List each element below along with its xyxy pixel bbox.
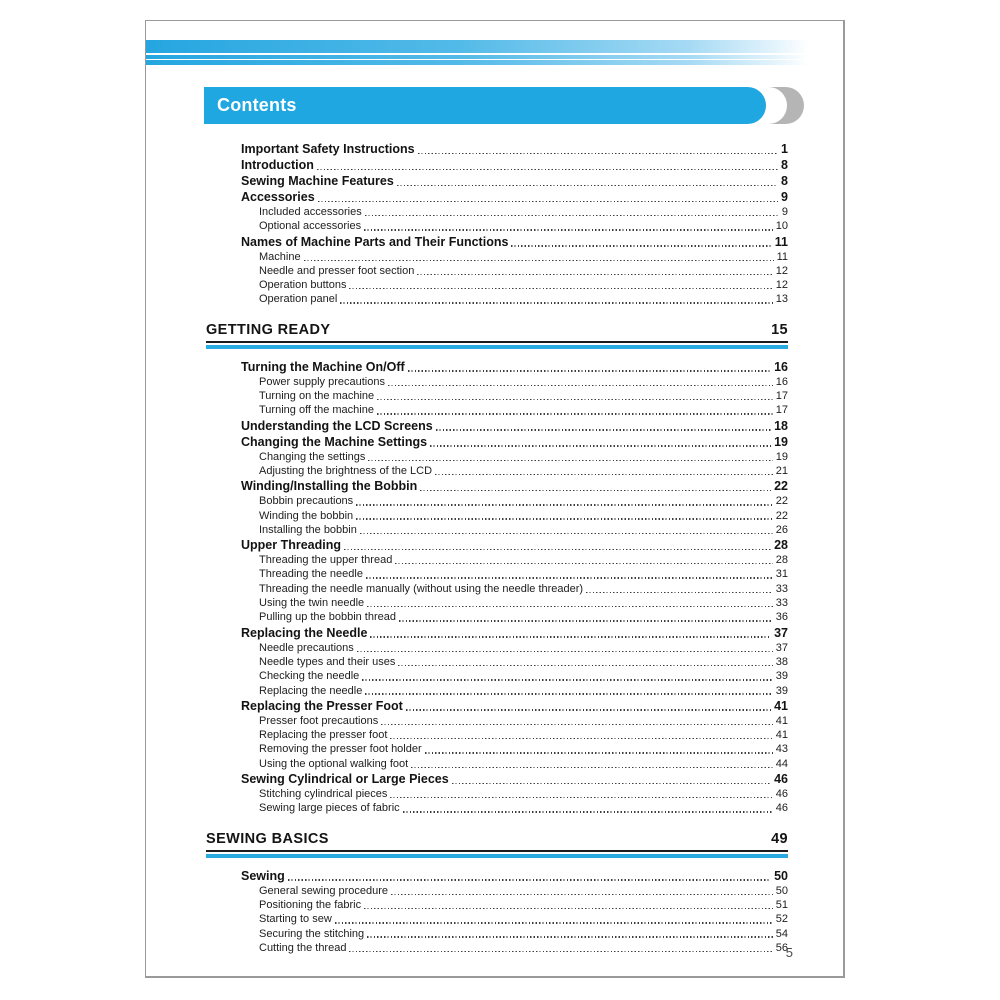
toc-entry-label: Operation buttons: [259, 279, 347, 292]
dot-leader: [340, 302, 772, 303]
toc-entry: [206, 787, 788, 801]
toc-entry-label: Upper Threading: [241, 538, 342, 553]
dot-leader: [425, 752, 773, 753]
section-rule-dark: [206, 341, 788, 343]
toc-entry-page: 12: [775, 279, 788, 292]
toc-entry-page: 11: [774, 234, 788, 249]
dot-leader: [388, 385, 773, 386]
dot-leader: [317, 169, 778, 170]
toc-entry-page: 17: [775, 404, 788, 417]
toc-entry: [206, 434, 788, 450]
dot-leader: [288, 879, 771, 880]
dot-leader: [408, 370, 771, 371]
dot-leader: [377, 399, 773, 400]
toc-entry-page: 28: [774, 538, 788, 553]
toc-entry: [206, 625, 788, 641]
toc-entry-label: Threading the needle manually (without using the needle threader): [259, 582, 584, 595]
toc-entry-page: 46: [774, 772, 788, 787]
toc-entry: [206, 941, 788, 955]
toc-entry-label: Threading the needle: [259, 568, 363, 581]
banner-blue-shape: [204, 87, 766, 124]
toc-entry: [206, 610, 788, 624]
toc-entry-page: 16: [775, 375, 788, 388]
toc-entry-page: 21: [775, 464, 788, 477]
toc-entry-label: Changing the settings: [259, 450, 366, 463]
toc-entry-label: Operation panel: [259, 293, 338, 306]
dot-leader: [364, 229, 773, 230]
toc-entry: [206, 205, 788, 219]
toc-entry-label: Installing the bobbin: [259, 523, 357, 536]
toc-entry-label: Optional accessories: [259, 220, 362, 233]
toc-entry-page: 13: [775, 293, 788, 306]
toc-entry: [206, 418, 788, 434]
toc-entry-label: Removing the presser foot holder: [259, 743, 422, 756]
toc-entry: [206, 641, 788, 655]
toc-entry: [206, 596, 788, 610]
toc-entry: [206, 189, 788, 205]
toc-entry-page: 52: [775, 913, 788, 926]
toc-entry-label: Machine: [259, 250, 301, 263]
toc-entry-label: Turning the Machine On/Off: [241, 359, 405, 374]
toc-entry-label: General sewing procedure: [259, 884, 389, 897]
toc-entry-label: Replacing the Needle: [241, 625, 368, 640]
toc-entry: [206, 868, 788, 884]
toc-entry: [206, 250, 788, 264]
toc-entry-label: Winding the bobbin: [259, 509, 354, 522]
dot-leader: [349, 288, 772, 289]
toc-entry-label: Power supply precautions: [259, 375, 385, 388]
toc-entry-page: 12: [775, 264, 788, 277]
toc-section-row: [206, 831, 788, 850]
dot-leader: [391, 894, 773, 895]
dot-leader: [435, 474, 773, 475]
toc-entry-page: 26: [775, 523, 788, 536]
toc-entry-label: Presser foot precautions: [259, 714, 379, 727]
toc-entry: [206, 537, 788, 553]
dot-leader: [390, 797, 772, 798]
toc-entry: [206, 278, 788, 292]
toc-entry-label: Included accessories: [259, 206, 362, 218]
toc-entry: [206, 884, 788, 898]
toc-entry: [206, 389, 788, 403]
manual-page: [145, 20, 845, 978]
toc-entry-label: Stitching cylindrical pieces: [259, 788, 388, 801]
toc-entry: [206, 478, 788, 494]
toc-entry: [206, 567, 788, 581]
toc-entry-page: 39: [775, 684, 788, 697]
toc-entry-page: 18: [774, 418, 788, 433]
toc-section-row: [206, 322, 788, 341]
dot-leader: [360, 533, 773, 534]
footer-page-number: 5: [785, 945, 793, 960]
toc-entry: [206, 292, 788, 306]
toc-entry-page: 54: [775, 927, 788, 940]
toc-entry-page: 46: [775, 788, 788, 801]
toc-entry: [206, 141, 788, 157]
dot-leader: [377, 413, 773, 414]
dot-leader: [395, 563, 772, 564]
toc-entry-label: Sewing Cylindrical or Large Pieces: [241, 772, 449, 787]
toc-entry-page: 43: [775, 743, 788, 756]
toc-entry-page: 44: [775, 757, 788, 770]
dot-leader: [335, 922, 773, 923]
toc-entry: [206, 582, 788, 596]
toc-entry: [206, 234, 788, 250]
dot-leader: [357, 651, 773, 652]
toc-entry-label: Adjusting the brightness of the LCD: [259, 464, 433, 477]
toc-entry: [206, 173, 788, 189]
toc-entry-label: Winding/Installing the Bobbin: [241, 479, 418, 494]
toc-entry: [206, 264, 788, 278]
dot-leader: [356, 504, 773, 505]
toc-entry-page: 19: [775, 450, 788, 463]
toc-entry: [206, 927, 788, 941]
toc-entry-page: 41: [775, 714, 788, 727]
toc-entry: [206, 450, 788, 464]
toc-entry-page: 9: [781, 206, 788, 218]
toc-entry-page: 51: [775, 898, 788, 911]
section-rule-blue: [206, 345, 788, 349]
dot-leader: [349, 951, 772, 952]
dot-leader: [390, 738, 772, 739]
section-rule-blue: [206, 854, 788, 858]
toc-entry-label: Turning on the machine: [259, 390, 375, 403]
dot-leader: [397, 185, 778, 186]
header-gradient-bar: [146, 40, 843, 65]
section-page-number: 49: [771, 830, 788, 847]
toc-entry-page: 10: [775, 220, 788, 233]
toc-entry: [206, 523, 788, 537]
toc-entry-label: Pulling up the bobbin thread: [259, 611, 396, 624]
toc-entry-page: 22: [775, 509, 788, 522]
section-page-number: 15: [771, 321, 788, 338]
toc-entry: [206, 714, 788, 728]
toc-entry-label: Needle and presser foot section: [259, 264, 415, 277]
toc-entry-page: 1: [781, 142, 788, 156]
toc-entry-page: 22: [774, 479, 788, 494]
dot-leader: [418, 153, 778, 154]
toc-entry-label: Starting to sew: [259, 913, 332, 926]
toc-entry-label: Names of Machine Parts and Their Functions: [241, 234, 509, 249]
dot-leader: [403, 811, 773, 812]
toc-entry: [206, 742, 788, 756]
dot-leader: [586, 592, 773, 593]
toc-entry-label: Replacing the needle: [259, 684, 363, 697]
toc-entry-label: Checking the needle: [259, 670, 360, 683]
toc-entry: [206, 219, 788, 233]
dot-leader: [365, 215, 779, 216]
dot-leader: [370, 636, 771, 637]
dot-leader: [304, 260, 774, 261]
toc-entry-label: Introduction: [241, 158, 314, 172]
toc-entry: [206, 757, 788, 771]
toc-entry-page: 16: [774, 359, 788, 374]
toc-entry-label: Replacing the presser foot: [259, 729, 388, 742]
toc-entry-page: 56: [775, 941, 788, 954]
toc-entry-page: 41: [775, 729, 788, 742]
dot-leader: [436, 429, 771, 430]
toc-entry-page: 11: [776, 250, 788, 263]
dot-leader: [362, 679, 772, 680]
contents-banner: [204, 87, 846, 124]
toc-entry-label: Important Safety Instructions: [241, 142, 415, 156]
toc-section-header: [206, 322, 788, 349]
toc-entry: [206, 898, 788, 912]
toc-entry: [206, 912, 788, 926]
dot-leader: [366, 577, 773, 578]
toc-entry-label: Needle precautions: [259, 641, 354, 654]
toc-section-header: [206, 831, 788, 858]
toc-entry-label: Accessories: [241, 190, 315, 204]
toc-entry: [206, 375, 788, 389]
toc-entry-label: Replacing the Presser Foot: [241, 698, 403, 713]
dot-leader: [381, 724, 773, 725]
toc-entry: [206, 359, 788, 375]
toc-entry-label: Using the twin needle: [259, 597, 365, 610]
toc-entry-label: Bobbin precautions: [259, 495, 354, 508]
toc-entry-page: 37: [774, 625, 788, 640]
toc-entry-page: 28: [775, 554, 788, 567]
toc-entry-page: 33: [775, 597, 788, 610]
dot-leader: [420, 490, 771, 491]
page-title: Contents: [217, 95, 297, 115]
toc-entry-label: Sewing: [241, 868, 285, 883]
toc-entry-page: 41: [774, 698, 788, 713]
section-title: GETTING READY: [206, 321, 331, 338]
toc-entry: [206, 801, 788, 815]
toc-entry: [206, 655, 788, 669]
dot-leader: [356, 518, 773, 519]
dot-leader: [344, 549, 771, 550]
toc-entry-page: 8: [781, 158, 788, 172]
toc-entry-label: Sewing Machine Features: [241, 174, 394, 188]
toc-entry-page: 37: [775, 641, 788, 654]
toc-entry-page: 31: [775, 568, 788, 581]
toc-entry: [206, 553, 788, 567]
toc-entry-page: 50: [774, 868, 788, 883]
toc-entry: [206, 509, 788, 523]
toc-entry: [206, 771, 788, 787]
toc-entry: [206, 728, 788, 742]
toc-entry-label: Needle types and their uses: [259, 655, 396, 668]
section-rule-dark: [206, 850, 788, 852]
toc-entry-page: 17: [775, 390, 788, 403]
toc-entry-page: 38: [775, 655, 788, 668]
dot-leader: [417, 274, 772, 275]
toc-entry: [206, 494, 788, 508]
dot-leader: [399, 620, 773, 621]
dot-leader: [452, 783, 771, 784]
toc-entry-label: Threading the upper thread: [259, 554, 393, 567]
toc-entry: [206, 669, 788, 683]
dot-leader: [365, 693, 772, 694]
toc-entry: [206, 684, 788, 698]
toc-entry-label: Changing the Machine Settings: [241, 434, 428, 449]
dot-leader: [511, 245, 771, 246]
toc-entry-page: 50: [775, 884, 788, 897]
toc-entry-label: Sewing large pieces of fabric: [259, 802, 400, 815]
dot-leader: [411, 767, 773, 768]
dot-leader: [367, 606, 773, 607]
toc-entry-page: 8: [781, 174, 788, 188]
toc-entry-page: 9: [781, 190, 788, 204]
toc-entry-page: 36: [775, 611, 788, 624]
toc-entry-label: Using the optional walking foot: [259, 757, 409, 770]
toc-entry-label: Turning off the machine: [259, 404, 374, 417]
dot-leader: [367, 936, 773, 937]
toc-entry-label: Securing the stitching: [259, 927, 365, 940]
toc-entry-page: 19: [774, 434, 788, 449]
toc-entry: [206, 698, 788, 714]
dot-leader: [368, 460, 772, 461]
toc-entry-page: 33: [775, 582, 788, 595]
table-of-contents: [206, 141, 788, 955]
toc-entry-label: Understanding the LCD Screens: [241, 418, 433, 433]
toc-entry: [206, 403, 788, 417]
dot-leader: [430, 445, 771, 446]
toc-entry: [206, 157, 788, 173]
dot-leader: [318, 201, 778, 202]
toc-entry: [206, 464, 788, 478]
dot-leader: [364, 908, 773, 909]
toc-entry-page: 22: [775, 495, 788, 508]
section-title: SEWING BASICS: [206, 830, 329, 847]
toc-entry-label: Positioning the fabric: [259, 898, 362, 911]
dot-leader: [398, 665, 772, 666]
toc-entry-page: 46: [775, 802, 788, 815]
dot-leader: [406, 709, 771, 710]
toc-entry-label: Cutting the thread: [259, 941, 347, 954]
toc-entry-page: 39: [775, 670, 788, 683]
